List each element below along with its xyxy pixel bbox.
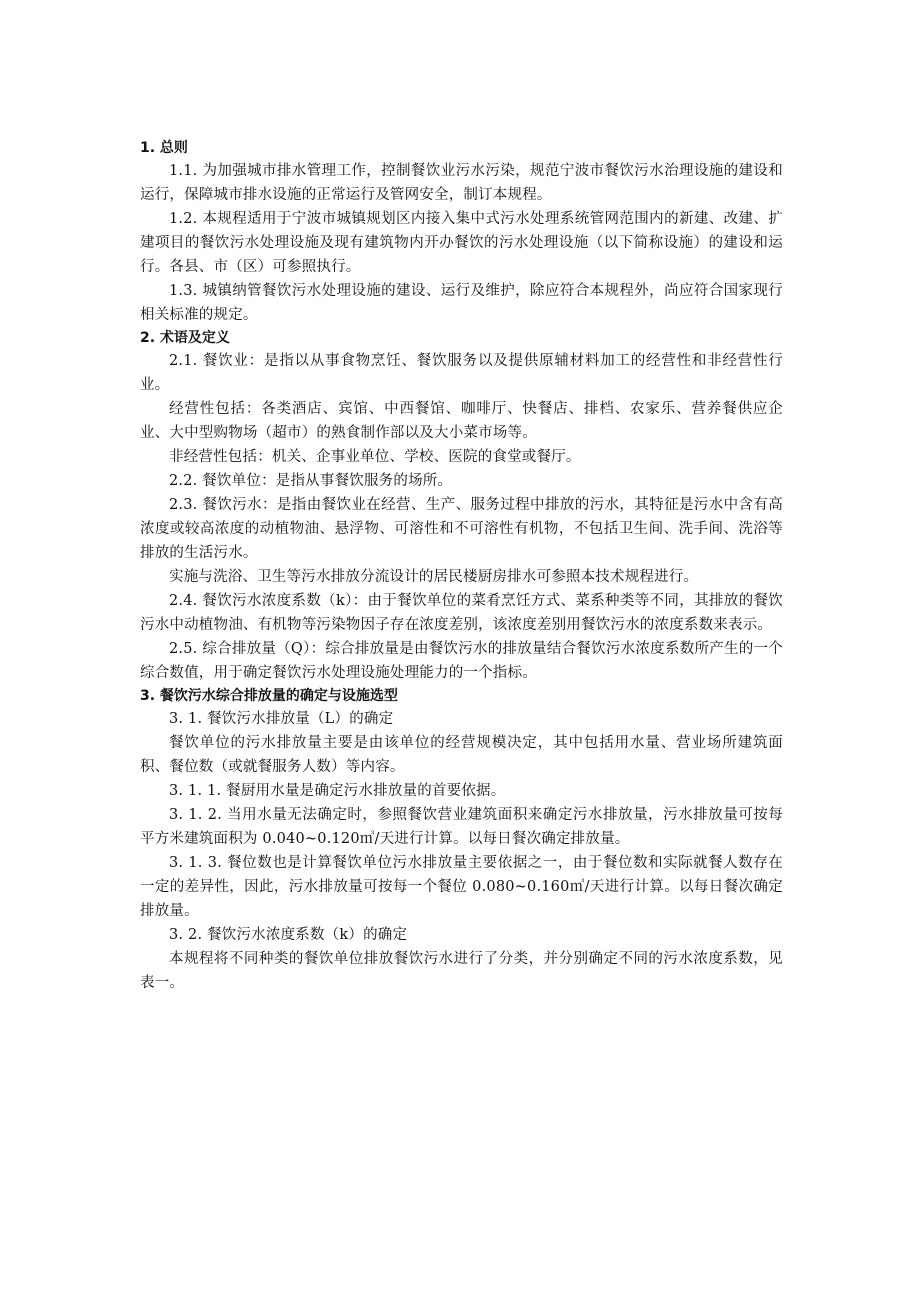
paragraph-commercial: 经营性包括：各类酒店、宾馆、中西餐馆、咖啡厅、快餐店、排档、农家乐、营养餐供应企业、大中型购物场（超市）的熟食制作部以及大小菜市场等。 [140, 401, 783, 441]
paragraph-2-2: 2.2. 餐饮单位：是指从事餐饮服务的场所。 [169, 473, 453, 489]
paragraph-3-1: 3. 1. 餐饮污水排放量（L）的确定 [169, 711, 394, 727]
paragraph-2-4: 2.4. 餐饮污水浓度系数（k）：由于餐饮单位的菜肴烹饪方式、菜系种类等不同，其排放的餐饮污水中动植物油、有机物等污染物因子存在浓度差别，该浓度差别用餐饮污水的浓度系数来表示。 [140, 593, 783, 633]
document-page [140, 137, 783, 995]
paragraph-classification: 本规程将不同种类的餐饮单位排放餐饮污水进行了分类，并分别确定不同的污水浓度系数，见表一。 [140, 951, 783, 991]
paragraph-kitchen-drainage: 实施与洗浴、卫生等污水排放分流设计的居民楼厨房排水可参照本技术规程进行。 [169, 569, 699, 585]
section-heading-terms: 2. 术语及定义 [140, 330, 230, 346]
paragraph-3-1-3: 3. 1. 3. 餐位数也是计算餐饮单位污水排放量主要依据之一，由于餐位数和实际就餐人数存在一定的差异性，因此，污水排放量可按每一个餐位 0.080~0.160㎥/天进行计算。以每日餐次确定排放量。 [140, 855, 783, 919]
paragraph-3-1-1: 3. 1. 1. 餐厨用水量是确定污水排放量的首要依据。 [169, 783, 506, 799]
paragraph-3-1-2: 3. 1. 2. 当用水量无法确定时，参照餐饮营业建筑面积来确定污水排放量，污水排放量可按每平方米建筑面积为 0.040~0.120㎥/天进行计算。以每日餐次确定排放量。 [140, 807, 783, 847]
paragraph-3-2: 3. 2. 餐饮污水浓度系数（k）的确定 [169, 927, 408, 943]
paragraph-1-3: 1.3. 城镇纳管餐饮污水处理设施的建设、运行及维护，除应符合本规程外，尚应符合国家现行相关标准的规定。 [140, 283, 783, 323]
paragraph-noncommercial: 非经营性包括：机关、企事业单位、学校、医院的食堂或餐厅。 [169, 449, 581, 465]
section-heading-discharge: 3. 餐饮污水综合排放量的确定与设施选型 [140, 688, 398, 704]
paragraph-discharge-scale: 餐饮单位的污水排放量主要是由该单位的经营规模决定，其中包括用水量、营业场所建筑面积、餐位数（或就餐服务人数）等内容。 [140, 735, 783, 775]
paragraph-1-2: 1.2. 本规程适用于宁波市城镇规划区内接入集中式污水处理系统管网范围内的新建、改建、扩建项目的餐饮污水处理设施及现有建筑物内开办餐饮的污水处理设施（以下简称设施）的建设和运行。各县、市（区）可参照执行。 [140, 211, 783, 275]
paragraph-2-5: 2.5. 综合排放量（Q）：综合排放量是由餐饮污水的排放量结合餐饮污水浓度系数所产生的一个综合数值，用于确定餐饮污水处理设施处理能力的一个指标。 [140, 641, 783, 681]
section-heading-general: 1. 总则 [140, 140, 188, 156]
paragraph-1-1: 1.1. 为加强城市排水管理工作，控制餐饮业污水污染，规范宁波市餐饮污水治理设施的建设和运行，保障城市排水设施的正常运行及管网安全，制订本规程。 [140, 163, 783, 203]
paragraph-2-3: 2.3. 餐饮污水：是指由餐饮业在经营、生产、服务过程中排放的污水，其特征是污水中含有高浓度或较高浓度的动植物油、悬浮物、可溶性和不可溶性有机物，不包括卫生间、洗手间、洗浴等排放的生活污水。 [140, 497, 783, 561]
paragraph-2-1: 2.1. 餐饮业：是指以从事食物烹饪、餐饮服务以及提供原辅材料加工的经营性和非经营性行业。 [140, 353, 783, 393]
